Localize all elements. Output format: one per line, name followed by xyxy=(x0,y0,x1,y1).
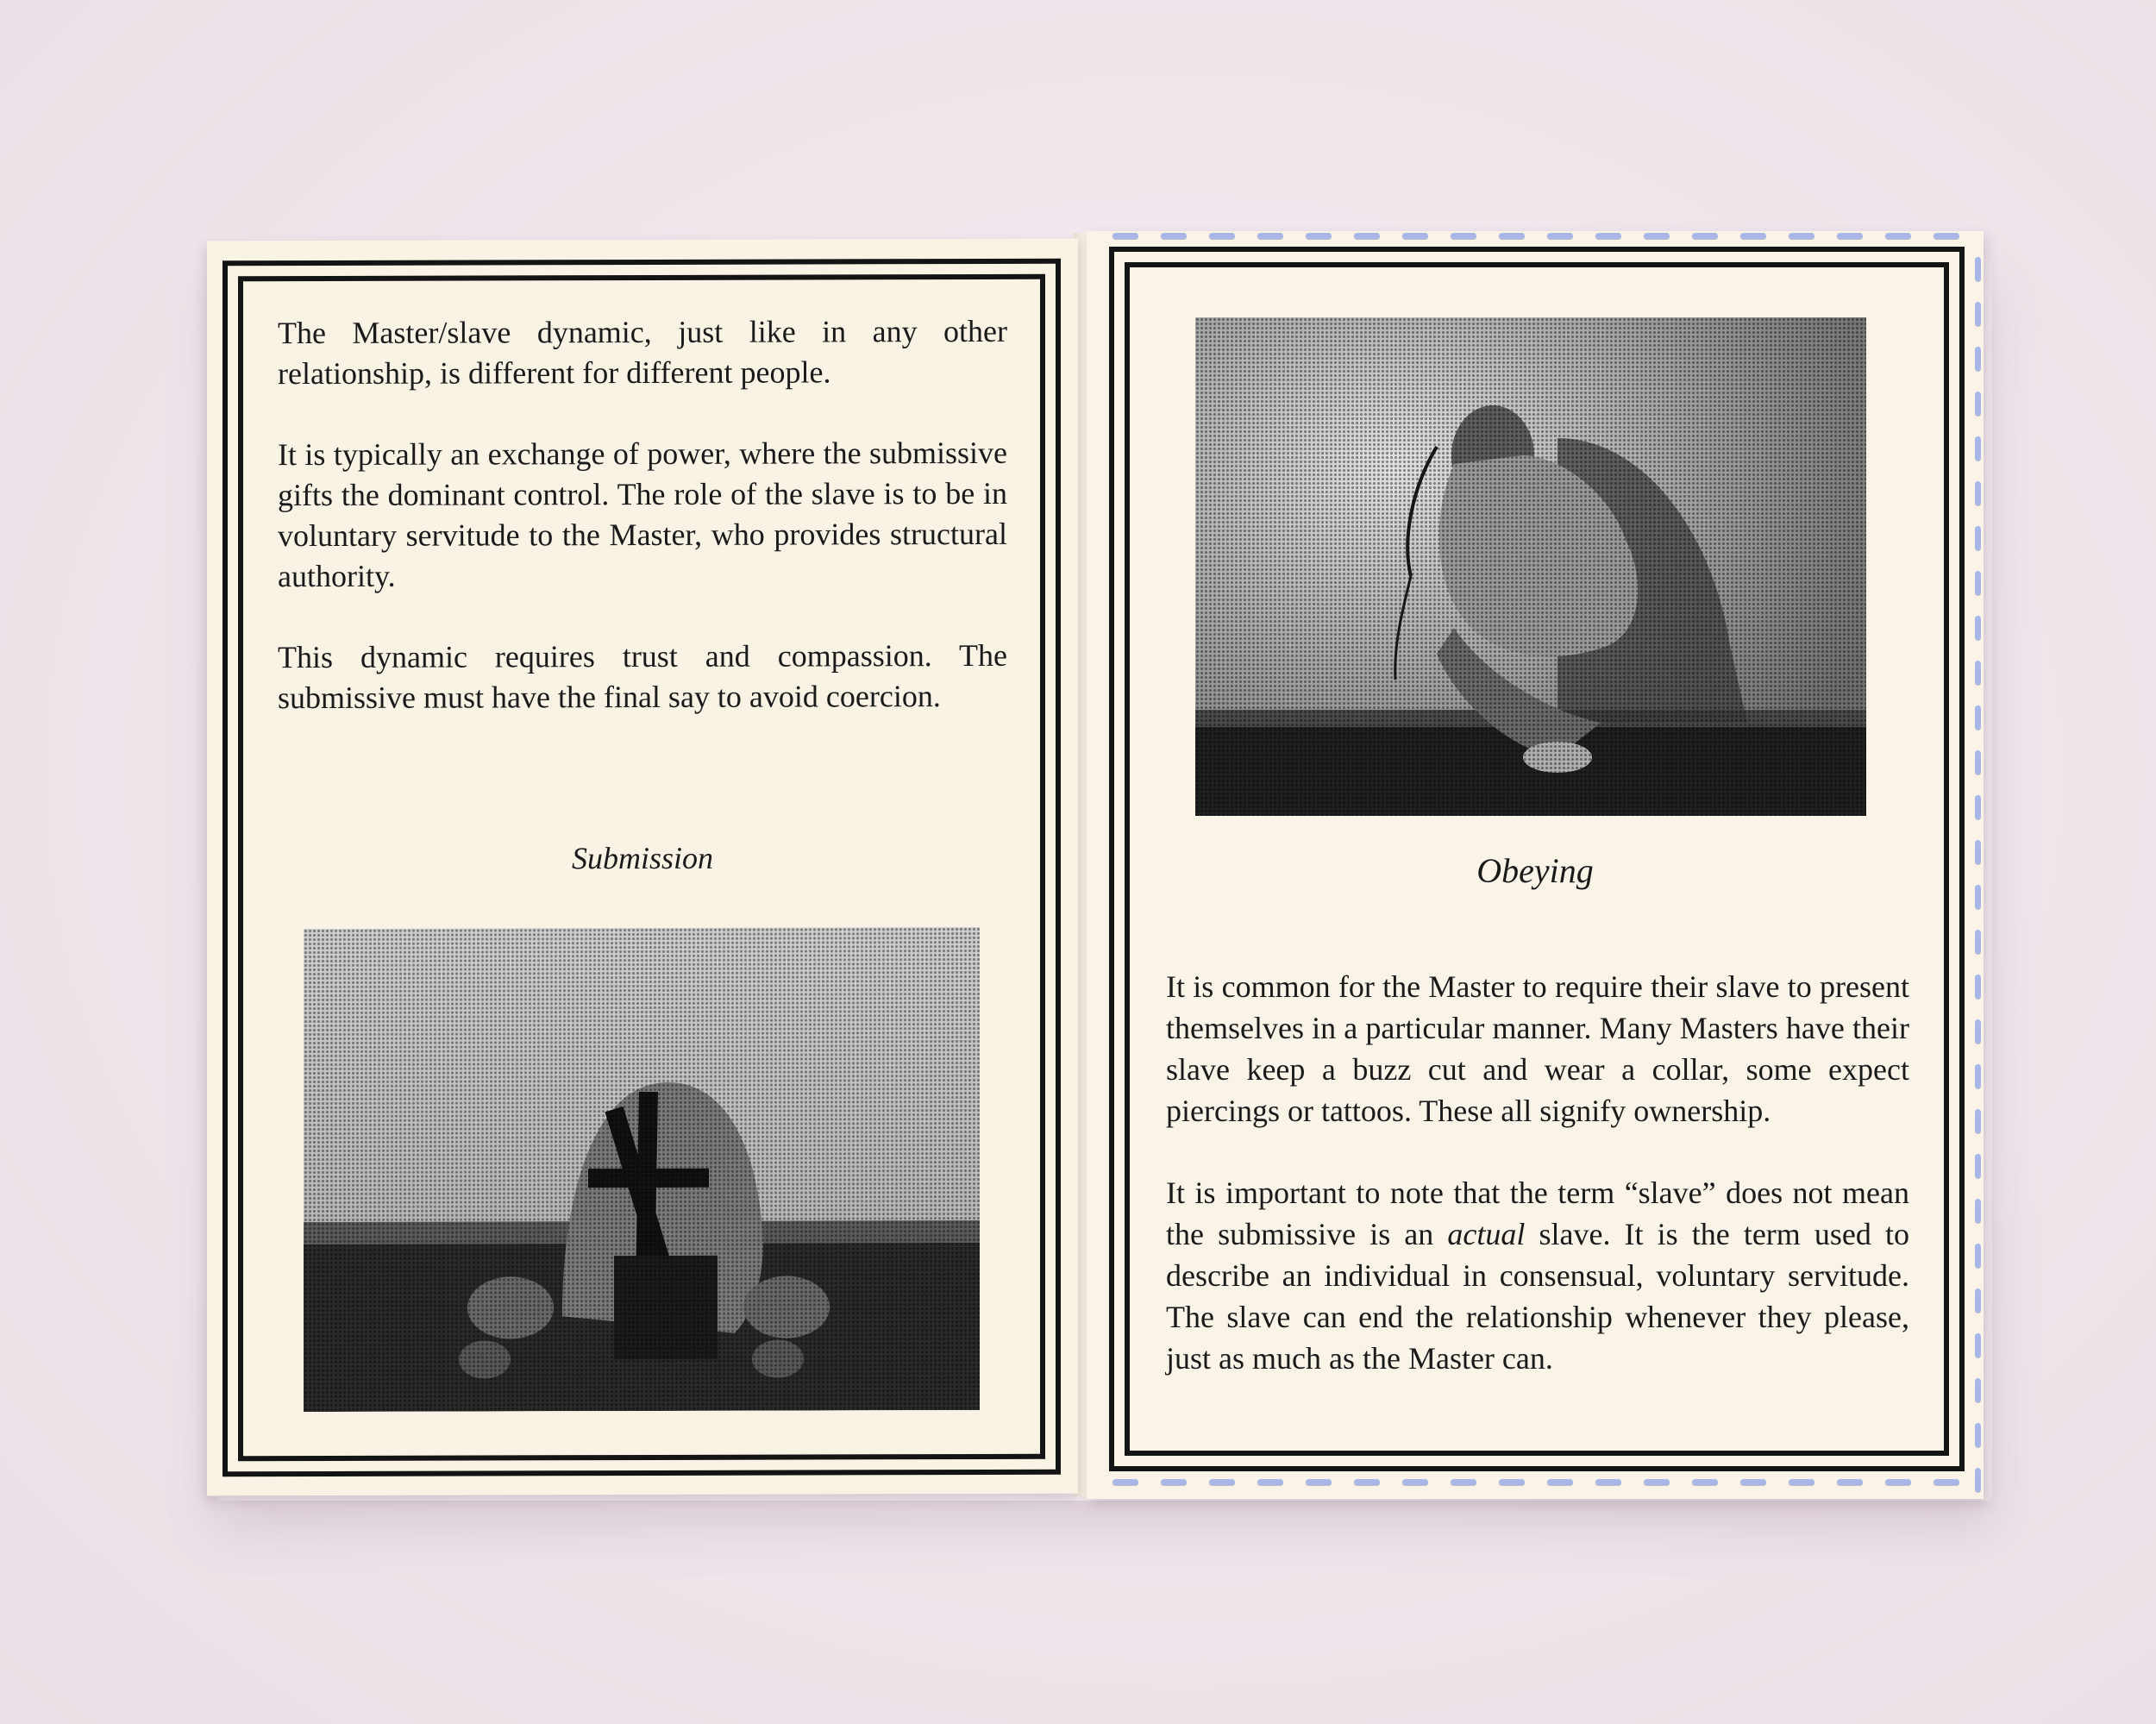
stitch xyxy=(1740,233,1766,239)
stitch xyxy=(1354,1479,1380,1485)
stitch xyxy=(1885,233,1911,239)
stitch xyxy=(1451,1479,1476,1485)
stitch xyxy=(1354,233,1380,239)
stitch xyxy=(1975,481,1981,505)
stitch xyxy=(1975,392,1981,416)
left-paragraph-3: This dynamic requires trust and compassion. The submissive must have the final say to avoid coercion. xyxy=(278,637,1007,716)
stitch xyxy=(1547,1479,1573,1485)
stitch xyxy=(1975,1333,1981,1357)
stitch xyxy=(1975,885,1981,909)
stitch xyxy=(1975,1244,1981,1268)
stitch xyxy=(1975,436,1981,461)
halftone-texture xyxy=(304,927,980,1412)
stitch xyxy=(1975,1109,1981,1133)
right-paragraph-1: It is common for the Master to require their slave to present themselves in a particular manner. Many Masters have their slave keep a buzz cut and wear a collar, some expect piercings or tattoos. These all signify ownership. xyxy=(1166,969,1909,1128)
stitch xyxy=(1402,1479,1428,1485)
stitch xyxy=(1975,257,1981,281)
stitch xyxy=(1975,750,1981,774)
stitch xyxy=(1692,1479,1718,1485)
stitch xyxy=(1975,795,1981,819)
stitch xyxy=(1975,1064,1981,1088)
stitch xyxy=(1975,705,1981,730)
stitch xyxy=(1975,302,1981,326)
stitch xyxy=(1975,840,1981,864)
stitch xyxy=(1934,233,1959,239)
stitch xyxy=(1306,1479,1332,1485)
stitch xyxy=(1692,233,1718,239)
right-page xyxy=(1087,231,1984,1499)
stitch xyxy=(1837,1479,1863,1485)
stitch xyxy=(1499,1479,1525,1485)
stitch xyxy=(1975,1019,1981,1044)
stitch xyxy=(1209,233,1235,239)
stitch xyxy=(1975,930,1981,954)
stitch xyxy=(1975,661,1981,685)
submission-caption: Submission xyxy=(571,840,714,876)
stitch xyxy=(1257,233,1283,239)
stitch xyxy=(1740,1479,1766,1485)
stitch xyxy=(1789,233,1814,239)
stitch xyxy=(1161,1479,1187,1485)
left-page-body-text xyxy=(278,311,1007,718)
stitch xyxy=(1975,975,1981,999)
stitch xyxy=(1789,1479,1814,1485)
stitch xyxy=(1975,526,1981,550)
obeying-photo xyxy=(1195,317,1866,816)
stitch xyxy=(1547,233,1573,239)
stitch xyxy=(1595,233,1621,239)
stitch xyxy=(1306,233,1332,239)
stitch xyxy=(1975,1154,1981,1178)
stitch xyxy=(1402,233,1428,239)
stitch xyxy=(1934,1479,1959,1485)
left-paragraph-2: It is typically an exchange of power, where the submissive gifts the dominant control. The role of the slave is to be in voluntary servitude to the Master, who provides structural authority. xyxy=(278,435,1007,594)
stitch xyxy=(1451,233,1476,239)
left-paragraph-1: The Master/slave dynamic, just like in any other relationship, is different for different people. xyxy=(278,313,1007,392)
stitch xyxy=(1644,233,1670,239)
right-paragraph-2-end: slave. It is the term used to describe an individual in consensual, voluntary servitude. The slave can end the relationship whenever they please, just as much as the Master can. xyxy=(1166,1217,1909,1376)
stitch xyxy=(1975,347,1981,371)
stitch xyxy=(1975,1288,1981,1313)
stitch xyxy=(1644,1479,1670,1485)
stitch xyxy=(1161,233,1187,239)
stitch xyxy=(1975,1199,1981,1223)
stitch xyxy=(1112,233,1138,239)
stitch xyxy=(1209,1479,1235,1485)
actual-emphasis: actual xyxy=(1447,1217,1526,1251)
right-paragraph-2 xyxy=(1166,1172,1909,1379)
right-page-body-text xyxy=(1166,966,1909,1379)
stitch xyxy=(1499,233,1525,239)
right-paragraph-2-start: It is important to note that the term “slave” does not mean the submissive is an xyxy=(1166,1175,1909,1251)
stitch xyxy=(1837,233,1863,239)
left-page xyxy=(207,239,1078,1496)
submission-photo xyxy=(304,927,980,1412)
halftone-texture xyxy=(1195,317,1866,816)
stitch xyxy=(1975,616,1981,640)
stitch xyxy=(1257,1479,1283,1485)
stitch xyxy=(1975,1423,1981,1447)
stitch xyxy=(1975,1468,1981,1492)
stitch xyxy=(1975,571,1981,595)
stitch xyxy=(1975,1378,1981,1402)
obeying-caption: Obeying xyxy=(1476,851,1594,890)
stitch xyxy=(1885,1479,1911,1485)
stitch xyxy=(1112,1479,1138,1485)
stitch xyxy=(1595,1479,1621,1485)
